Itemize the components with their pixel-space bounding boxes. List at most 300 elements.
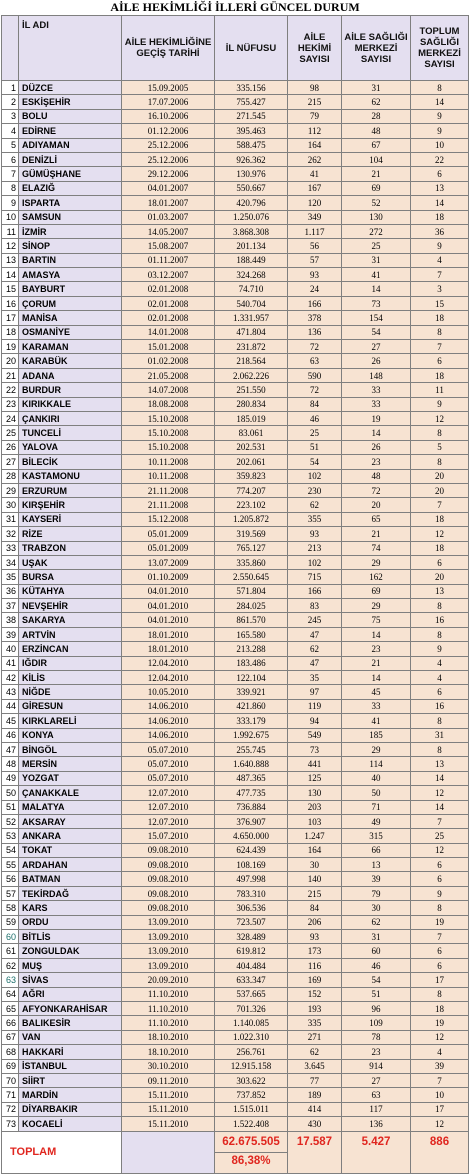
province-name: MERSİN <box>19 757 122 771</box>
transition-date: 11.10.2010 <box>122 1016 215 1030</box>
total-population <box>215 1131 288 1173</box>
doctor-count: 119 <box>288 699 342 713</box>
population: 303.622 <box>215 1073 288 1087</box>
transition-date: 12.07.2010 <box>122 786 215 800</box>
population: 497.998 <box>215 872 288 886</box>
row-number: 22 <box>2 383 19 397</box>
row-number: 35 <box>2 570 19 584</box>
doctor-count: 125 <box>288 771 342 785</box>
table-row <box>2 527 469 541</box>
row-number: 5 <box>2 138 19 152</box>
tsm-count: 16 <box>411 699 469 713</box>
tsm-count: 9 <box>411 124 469 138</box>
asm-count: 96 <box>342 1002 411 1016</box>
doctor-count: 62 <box>288 498 342 512</box>
province-name: KARS <box>19 901 122 915</box>
table-row <box>2 512 469 526</box>
province-name: NİĞDE <box>19 685 122 699</box>
total-row <box>2 1131 469 1173</box>
population: 183.486 <box>215 656 288 670</box>
doctor-count: 94 <box>288 714 342 728</box>
row-number: 24 <box>2 411 19 425</box>
header-il-adi: İL ADI <box>19 16 122 81</box>
province-name: GİRESUN <box>19 699 122 713</box>
row-number: 3 <box>2 109 19 123</box>
table-row <box>2 973 469 987</box>
population: 2.550.645 <box>215 570 288 584</box>
row-number: 43 <box>2 685 19 699</box>
province-name: BİTLİS <box>19 930 122 944</box>
asm-count: 21 <box>342 527 411 541</box>
asm-count: 41 <box>342 268 411 282</box>
table-row <box>2 354 469 368</box>
asm-count: 45 <box>342 685 411 699</box>
doctor-count: 56 <box>288 239 342 253</box>
province-name: BİLECİK <box>19 455 122 469</box>
transition-date: 14.01.2008 <box>122 325 215 339</box>
doctor-count: 136 <box>288 325 342 339</box>
header-asm: AİLE SAĞLIĞI MERKEZİ SAYISI <box>342 16 411 81</box>
population: 861.570 <box>215 613 288 627</box>
transition-date: 01.12.2006 <box>122 124 215 138</box>
doctor-count: 102 <box>288 555 342 569</box>
row-number: 6 <box>2 152 19 166</box>
tsm-count: 4 <box>411 1045 469 1059</box>
province-name: GÜMÜŞHANE <box>19 167 122 181</box>
tsm-count: 19 <box>411 1016 469 1030</box>
row-number: 11 <box>2 224 19 238</box>
doctor-count: 73 <box>288 742 342 756</box>
asm-count: 66 <box>342 843 411 857</box>
total-label: TOPLAM <box>2 1131 122 1173</box>
asm-count: 63 <box>342 1088 411 1102</box>
asm-count: 48 <box>342 469 411 483</box>
transition-date: 12.07.2010 <box>122 800 215 814</box>
tsm-count: 8 <box>411 742 469 756</box>
transition-date: 04.01.2010 <box>122 584 215 598</box>
province-name: KIRŞEHİR <box>19 498 122 512</box>
population: 774.207 <box>215 483 288 497</box>
row-number: 71 <box>2 1088 19 1102</box>
tsm-count: 12 <box>411 411 469 425</box>
asm-count: 14 <box>342 426 411 440</box>
doctor-count: 25 <box>288 426 342 440</box>
table-row <box>2 1016 469 1030</box>
province-name: YALOVA <box>19 440 122 454</box>
transition-date: 09.08.2010 <box>122 886 215 900</box>
doctor-count: 189 <box>288 1088 342 1102</box>
row-number: 10 <box>2 210 19 224</box>
tsm-count: 10 <box>411 138 469 152</box>
transition-date: 18.10.2010 <box>122 1045 215 1059</box>
province-name: SİİRT <box>19 1073 122 1087</box>
tsm-count: 8 <box>411 455 469 469</box>
province-name: ÇANAKKALE <box>19 786 122 800</box>
transition-date: 09.11.2010 <box>122 1073 215 1087</box>
tsm-count: 7 <box>411 498 469 512</box>
doctor-count: 93 <box>288 527 342 541</box>
population: 284.025 <box>215 599 288 613</box>
transition-date: 15.11.2010 <box>122 1088 215 1102</box>
doctor-count: 140 <box>288 872 342 886</box>
transition-date: 18.01.2010 <box>122 642 215 656</box>
population: 1.022.310 <box>215 1030 288 1044</box>
asm-count: 27 <box>342 1073 411 1087</box>
row-number: 66 <box>2 1016 19 1030</box>
province-name: MARDİN <box>19 1088 122 1102</box>
tsm-count: 14 <box>411 800 469 814</box>
table-row <box>2 843 469 857</box>
tsm-count: 25 <box>411 829 469 843</box>
table-row <box>2 1102 469 1116</box>
asm-count: 31 <box>342 253 411 267</box>
transition-date: 21.11.2008 <box>122 498 215 512</box>
population: 588.475 <box>215 138 288 152</box>
asm-count: 117 <box>342 1102 411 1116</box>
transition-date: 10.11.2008 <box>122 455 215 469</box>
transition-date: 14.06.2010 <box>122 714 215 728</box>
transition-date: 01.11.2007 <box>122 253 215 267</box>
table-row <box>2 455 469 469</box>
population: 359.823 <box>215 469 288 483</box>
population: 550.667 <box>215 181 288 195</box>
tsm-count: 9 <box>411 397 469 411</box>
province-name: MALATYA <box>19 800 122 814</box>
transition-date: 21.11.2008 <box>122 483 215 497</box>
transition-date: 11.10.2010 <box>122 1002 215 1016</box>
asm-count: 46 <box>342 958 411 972</box>
doctor-count: 84 <box>288 901 342 915</box>
transition-date: 15.11.2010 <box>122 1102 215 1116</box>
asm-count: 23 <box>342 455 411 469</box>
province-table <box>1 15 469 1174</box>
table-row <box>2 728 469 742</box>
asm-count: 14 <box>342 282 411 296</box>
table-row <box>2 469 469 483</box>
table-row <box>2 268 469 282</box>
row-number: 16 <box>2 296 19 310</box>
row-number: 48 <box>2 757 19 771</box>
table-row <box>2 685 469 699</box>
doctor-count: 193 <box>288 1002 342 1016</box>
population: 3.868.308 <box>215 224 288 238</box>
tsm-count: 6 <box>411 354 469 368</box>
table-row <box>2 771 469 785</box>
tsm-count: 39 <box>411 1059 469 1073</box>
row-number: 63 <box>2 973 19 987</box>
transition-date: 10.05.2010 <box>122 685 215 699</box>
doctor-count: 1.117 <box>288 224 342 238</box>
table-row <box>2 397 469 411</box>
province-name: BARTIN <box>19 253 122 267</box>
population: 188.449 <box>215 253 288 267</box>
doctor-count: 3.645 <box>288 1059 342 1073</box>
row-number: 52 <box>2 814 19 828</box>
row-number: 72 <box>2 1102 19 1116</box>
table-row <box>2 800 469 814</box>
doctor-count: 54 <box>288 455 342 469</box>
table-row <box>2 757 469 771</box>
province-name: DENİZLİ <box>19 152 122 166</box>
row-number: 31 <box>2 512 19 526</box>
doctor-count: 262 <box>288 152 342 166</box>
doctor-count: 41 <box>288 167 342 181</box>
transition-date: 16.10.2006 <box>122 109 215 123</box>
province-name: ERZİNCAN <box>19 642 122 656</box>
tsm-count: 8 <box>411 714 469 728</box>
transition-date: 12.07.2010 <box>122 814 215 828</box>
population: 256.761 <box>215 1045 288 1059</box>
population: 324.268 <box>215 268 288 282</box>
row-number: 4 <box>2 124 19 138</box>
header-aile-hekimi: AİLE HEKİMİ SAYISI <box>288 16 342 81</box>
row-number: 20 <box>2 354 19 368</box>
table-row <box>2 814 469 828</box>
tsm-count: 8 <box>411 81 469 95</box>
asm-count: 71 <box>342 800 411 814</box>
doctor-count: 35 <box>288 671 342 685</box>
table-row <box>2 584 469 598</box>
row-number: 34 <box>2 555 19 569</box>
transition-date: 05.01.2009 <box>122 541 215 555</box>
doctor-count: 164 <box>288 138 342 152</box>
population: 231.872 <box>215 340 288 354</box>
province-name: BATMAN <box>19 872 122 886</box>
asm-count: 114 <box>342 757 411 771</box>
tsm-count: 18 <box>411 368 469 382</box>
row-number: 36 <box>2 584 19 598</box>
tsm-count: 7 <box>411 814 469 828</box>
province-name: DİYARBAKIR <box>19 1102 122 1116</box>
row-number: 9 <box>2 196 19 210</box>
transition-date: 11.10.2010 <box>122 987 215 1001</box>
asm-count: 14 <box>342 627 411 641</box>
table-row <box>2 181 469 195</box>
table-row <box>2 714 469 728</box>
asm-count: 79 <box>342 886 411 900</box>
tsm-count: 6 <box>411 872 469 886</box>
province-name: KIRIKKALE <box>19 397 122 411</box>
table-row <box>2 253 469 267</box>
table-row <box>2 239 469 253</box>
transition-date: 18.08.2008 <box>122 397 215 411</box>
province-name: MANİSA <box>19 311 122 325</box>
transition-date: 20.09.2010 <box>122 973 215 987</box>
population: 395.463 <box>215 124 288 138</box>
doctor-count: 84 <box>288 397 342 411</box>
tsm-count: 17 <box>411 1102 469 1116</box>
doctor-count: 215 <box>288 95 342 109</box>
province-name: OSMANİYE <box>19 325 122 339</box>
asm-count: 69 <box>342 181 411 195</box>
province-name: SİNOP <box>19 239 122 253</box>
doctor-count: 169 <box>288 973 342 987</box>
row-number: 13 <box>2 253 19 267</box>
row-number: 50 <box>2 786 19 800</box>
province-name: AKSARAY <box>19 814 122 828</box>
asm-count: 67 <box>342 138 411 152</box>
table-row <box>2 1030 469 1044</box>
tsm-count: 20 <box>411 570 469 584</box>
table-row <box>2 930 469 944</box>
asm-count: 315 <box>342 829 411 843</box>
transition-date: 15.10.2008 <box>122 440 215 454</box>
asm-count: 27 <box>342 340 411 354</box>
header-row <box>2 16 469 81</box>
doctor-count: 230 <box>288 483 342 497</box>
population: 202.531 <box>215 440 288 454</box>
population: 1.140.085 <box>215 1016 288 1030</box>
doctor-count: 79 <box>288 109 342 123</box>
tsm-count: 12 <box>411 527 469 541</box>
doctor-count: 62 <box>288 642 342 656</box>
tsm-count: 8 <box>411 426 469 440</box>
population: 701.326 <box>215 1002 288 1016</box>
population: 271.545 <box>215 109 288 123</box>
tsm-count: 5 <box>411 440 469 454</box>
table-row <box>2 915 469 929</box>
population: 213.288 <box>215 642 288 656</box>
doctor-count: 215 <box>288 886 342 900</box>
province-name: KİLİS <box>19 671 122 685</box>
tsm-count: 12 <box>411 786 469 800</box>
asm-count: 41 <box>342 714 411 728</box>
doctor-count: 173 <box>288 944 342 958</box>
tsm-count: 18 <box>411 311 469 325</box>
row-number: 51 <box>2 800 19 814</box>
row-number: 40 <box>2 642 19 656</box>
province-name: TOKAT <box>19 843 122 857</box>
row-number: 73 <box>2 1117 19 1131</box>
doctor-count: 120 <box>288 196 342 210</box>
doctor-count: 166 <box>288 296 342 310</box>
province-name: ADIYAMAN <box>19 138 122 152</box>
province-name: KOCAELİ <box>19 1117 122 1131</box>
table-row <box>2 152 469 166</box>
table-row <box>2 138 469 152</box>
population: 185.019 <box>215 411 288 425</box>
province-name: SİVAS <box>19 973 122 987</box>
tsm-count: 20 <box>411 483 469 497</box>
header-tsm: TOPLUM SAĞLIĞI MERKEZİ SAYISI <box>411 16 469 81</box>
doctor-count: 103 <box>288 814 342 828</box>
row-number: 64 <box>2 987 19 1001</box>
transition-date: 09.08.2010 <box>122 858 215 872</box>
asm-count: 50 <box>342 786 411 800</box>
row-number: 12 <box>2 239 19 253</box>
tsm-count: 14 <box>411 771 469 785</box>
table-row <box>2 829 469 843</box>
population: 1.331.957 <box>215 311 288 325</box>
province-name: ARDAHAN <box>19 858 122 872</box>
asm-count: 31 <box>342 930 411 944</box>
tsm-count: 7 <box>411 930 469 944</box>
doctor-count: 271 <box>288 1030 342 1044</box>
population: 1.992.675 <box>215 728 288 742</box>
province-name: AĞRI <box>19 987 122 1001</box>
transition-date: 01.10.2009 <box>122 570 215 584</box>
asm-count: 40 <box>342 771 411 785</box>
province-name: BURDUR <box>19 383 122 397</box>
row-number: 69 <box>2 1059 19 1073</box>
header-gecis-tarihi: AİLE HEKİMLİĞİNE GEÇİŞ TARİHİ <box>122 16 215 81</box>
province-name: ESKİŞEHİR <box>19 95 122 109</box>
population: 487.365 <box>215 771 288 785</box>
transition-date: 21.05.2008 <box>122 368 215 382</box>
tsm-count: 8 <box>411 901 469 915</box>
population: 218.564 <box>215 354 288 368</box>
asm-count: 14 <box>342 671 411 685</box>
row-number: 65 <box>2 1002 19 1016</box>
row-number: 29 <box>2 483 19 497</box>
tsm-count: 7 <box>411 340 469 354</box>
transition-date: 01.02.2008 <box>122 354 215 368</box>
doctor-count: 98 <box>288 81 342 95</box>
province-name: KARAMAN <box>19 340 122 354</box>
tsm-count: 6 <box>411 858 469 872</box>
province-name: YOZGAT <box>19 771 122 785</box>
asm-count: 25 <box>342 239 411 253</box>
asm-count: 69 <box>342 584 411 598</box>
tsm-count: 17 <box>411 973 469 987</box>
population: 783.310 <box>215 886 288 900</box>
table-row <box>2 987 469 1001</box>
asm-count: 154 <box>342 311 411 325</box>
population: 765.127 <box>215 541 288 555</box>
population: 571.804 <box>215 584 288 598</box>
doctor-count: 430 <box>288 1117 342 1131</box>
transition-date: 18.01.2007 <box>122 196 215 210</box>
population: 1.522.408 <box>215 1117 288 1131</box>
table-row <box>2 786 469 800</box>
row-number: 53 <box>2 829 19 843</box>
population: 74.710 <box>215 282 288 296</box>
asm-count: 136 <box>342 1117 411 1131</box>
asm-count: 33 <box>342 383 411 397</box>
population: 926.362 <box>215 152 288 166</box>
province-name: IĞDIR <box>19 656 122 670</box>
table-row <box>2 656 469 670</box>
province-name: ELAZIĞ <box>19 181 122 195</box>
table-row <box>2 671 469 685</box>
doctor-count: 355 <box>288 512 342 526</box>
doctor-count: 166 <box>288 584 342 598</box>
population: 376.907 <box>215 814 288 828</box>
province-name: KIRKLARELİ <box>19 714 122 728</box>
tsm-count: 18 <box>411 1002 469 1016</box>
province-name: AFYONKARAHİSAR <box>19 1002 122 1016</box>
tsm-count: 4 <box>411 671 469 685</box>
tsm-count: 8 <box>411 325 469 339</box>
table-row <box>2 224 469 238</box>
province-name: ARTVİN <box>19 627 122 641</box>
tsm-count: 8 <box>411 627 469 641</box>
tsm-count: 22 <box>411 152 469 166</box>
population: 108.169 <box>215 858 288 872</box>
province-name: ÇANKIRI <box>19 411 122 425</box>
transition-date: 13.09.2010 <box>122 958 215 972</box>
doctor-count: 206 <box>288 915 342 929</box>
table-row <box>2 109 469 123</box>
table-row <box>2 311 469 325</box>
doctor-count: 378 <box>288 311 342 325</box>
table-row <box>2 368 469 382</box>
transition-date: 13.09.2010 <box>122 944 215 958</box>
population: 421.860 <box>215 699 288 713</box>
province-name: VAN <box>19 1030 122 1044</box>
transition-date: 15.09.2005 <box>122 81 215 95</box>
asm-count: 130 <box>342 210 411 224</box>
